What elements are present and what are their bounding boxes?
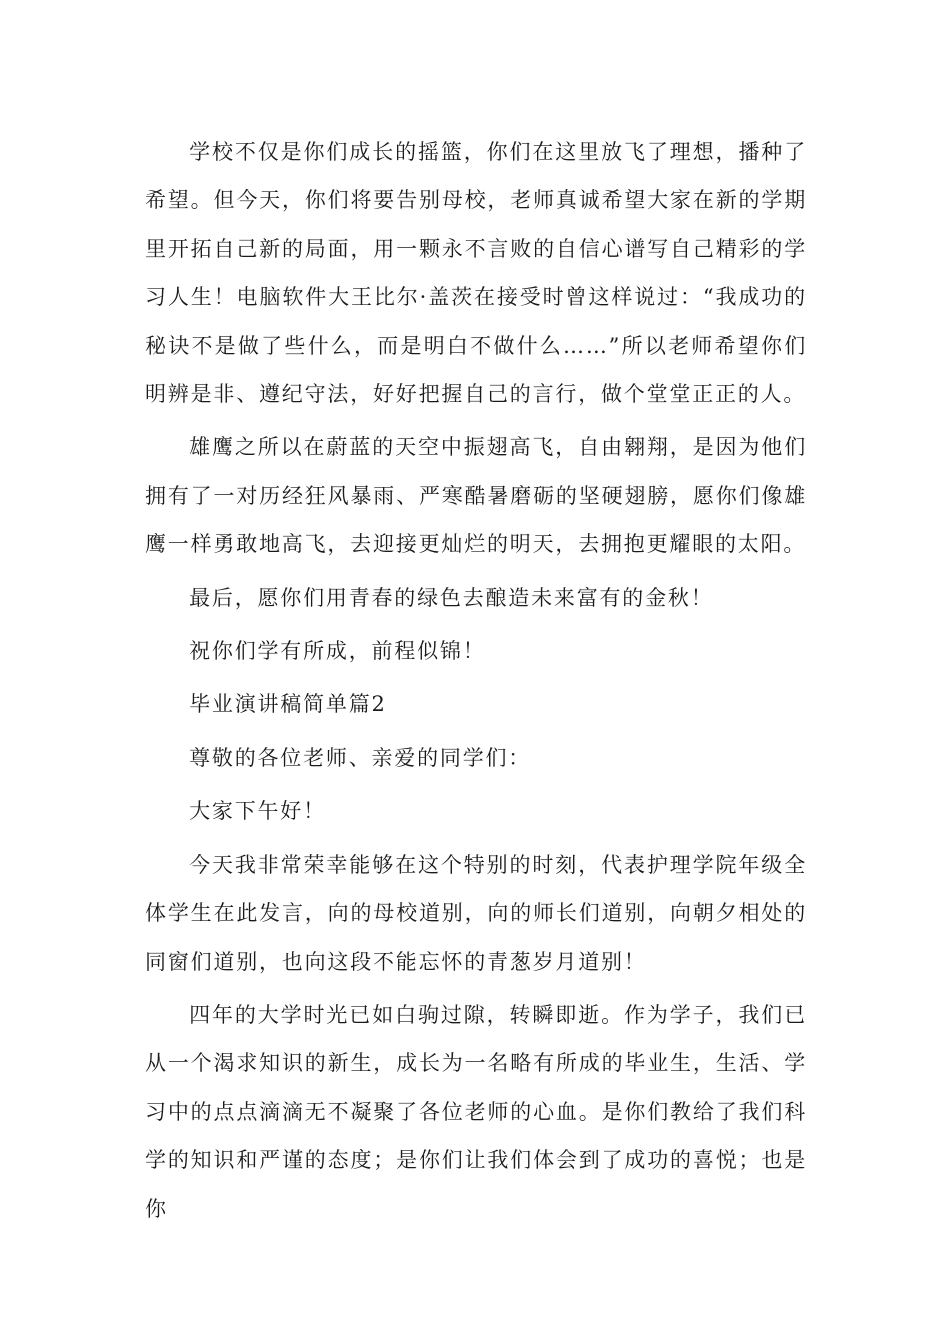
paragraph-salutation: 尊敬的各位老师、亲爱的同学们： [189, 745, 532, 770]
document-body [145, 128, 807, 1233]
paragraph-greeting: 大家下午好！ [189, 799, 326, 824]
paragraph-four-years: 四年的大学时光已如白驹过隙，转瞬即逝。作为学子，我们已从一个渴求知识的新生，成长为一名略有所成的毕业生，生活、学习中的点点滴滴无不凝聚了各位老师的心血。是你们教给了我们科学的知识和严谨的态度；是你们让我们体会到了成功的喜悦；也是你 [145, 1002, 807, 1221]
section-heading: 毕业演讲稿简单篇2 [189, 692, 387, 717]
paragraph-eagle: 雄鹰之所以在蔚蓝的天空中振翅高飞，自由翱翔，是因为他们拥有了一对历经狂风暴雨、严寒酷暑磨砺的坚硬翅膀，愿你们像雄鹰一样勇敢地高飞，去迎接更灿烂的明天，去拥抱更耀眼的太阳。 [145, 435, 807, 557]
paragraph-wishes: 祝你们学有所成，前程似锦！ [189, 639, 486, 664]
paragraph-school-cradle: 学校不仅是你们成长的摇篮，你们在这里放飞了理想，播种了希望。但今天，你们将要告别母校，老师真诚希望大家在新的学期里开拓自己新的局面，用一颗永不言败的自信心谱写自己精彩的学习人生！电脑软件大王比尔·盖茨在接受时曾这样说过：“我成功的秘诀不是做了些什么，而是明白不做什么……”所以老师希望你们明辨是非、遵纪守法，好好把握自己的言行，做个堂堂正正的人。 [145, 140, 807, 407]
paragraph-honored: 今天我非常荣幸能够在这个特别的时刻，代表护理学院年级全体学生在此发言，向的母校道别，向的师长们道别，向朝夕相处的同窗们道别，也向这段不能忘怀的青葱岁月道别！ [145, 852, 807, 974]
paragraph-finally: 最后，愿你们用青春的绿色去酿造未来富有的金秋！ [189, 585, 714, 610]
